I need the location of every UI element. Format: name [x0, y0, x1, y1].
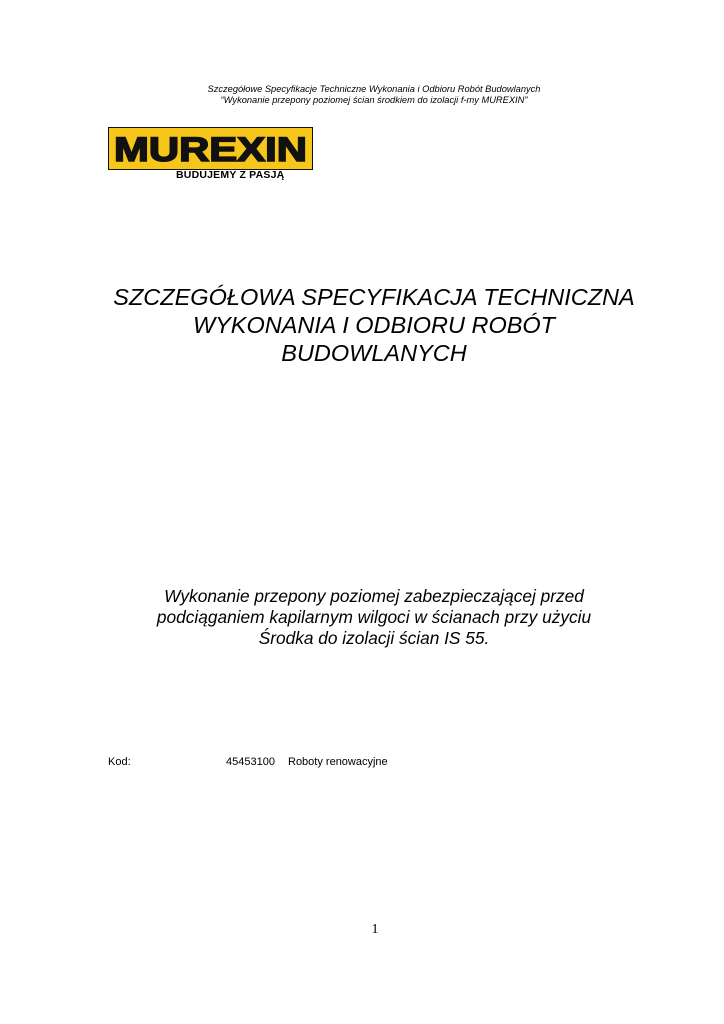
document-title-line-3: BUDOWLANYCH: [281, 340, 467, 366]
document-subject: [108, 586, 640, 649]
murexin-logo: [108, 127, 313, 184]
document-title-line-2: WYKONANIA I ODBIORU ROBÓT: [192, 312, 556, 338]
logo-wordmark: [109, 130, 312, 168]
code-label: Kod:: [108, 756, 131, 768]
document-subject-line-3: Środka do izolacji ścian IS 55.: [258, 628, 490, 648]
logo-yellow-box: [108, 127, 313, 170]
running-header-line-2: “Wykonanie przepony poziomej ścian środkiem do izolacji f-my MUREXIN”: [220, 95, 528, 105]
cpv-code-row: [108, 755, 640, 769]
running-header-line-1: Szczegółowe Specyfikacje Techniczne Wykonania i Odbioru Robót Budowlanych: [207, 84, 541, 94]
logo-wordmark-text: MUREXIN: [114, 131, 307, 168]
document-subject-line-1: Wykonanie przepony poziomej zabezpieczającej przed: [164, 586, 584, 606]
code-description: Roboty renowacyjne: [288, 756, 388, 768]
document-subject-line-2: podciąganiem kapilarnym wilgoci w ścianach przy użyciu: [156, 607, 592, 627]
document-title-line-1: SZCZEGÓŁOWA SPECYFIKACJA TECHNICZNA: [113, 284, 635, 310]
code-value: 45453100: [226, 756, 275, 768]
running-header: [108, 84, 640, 106]
logo-tagline: BUDUJEMY Z PASJĄ: [176, 169, 285, 181]
document-title: [88, 283, 660, 367]
page-number: 1: [371, 922, 379, 937]
